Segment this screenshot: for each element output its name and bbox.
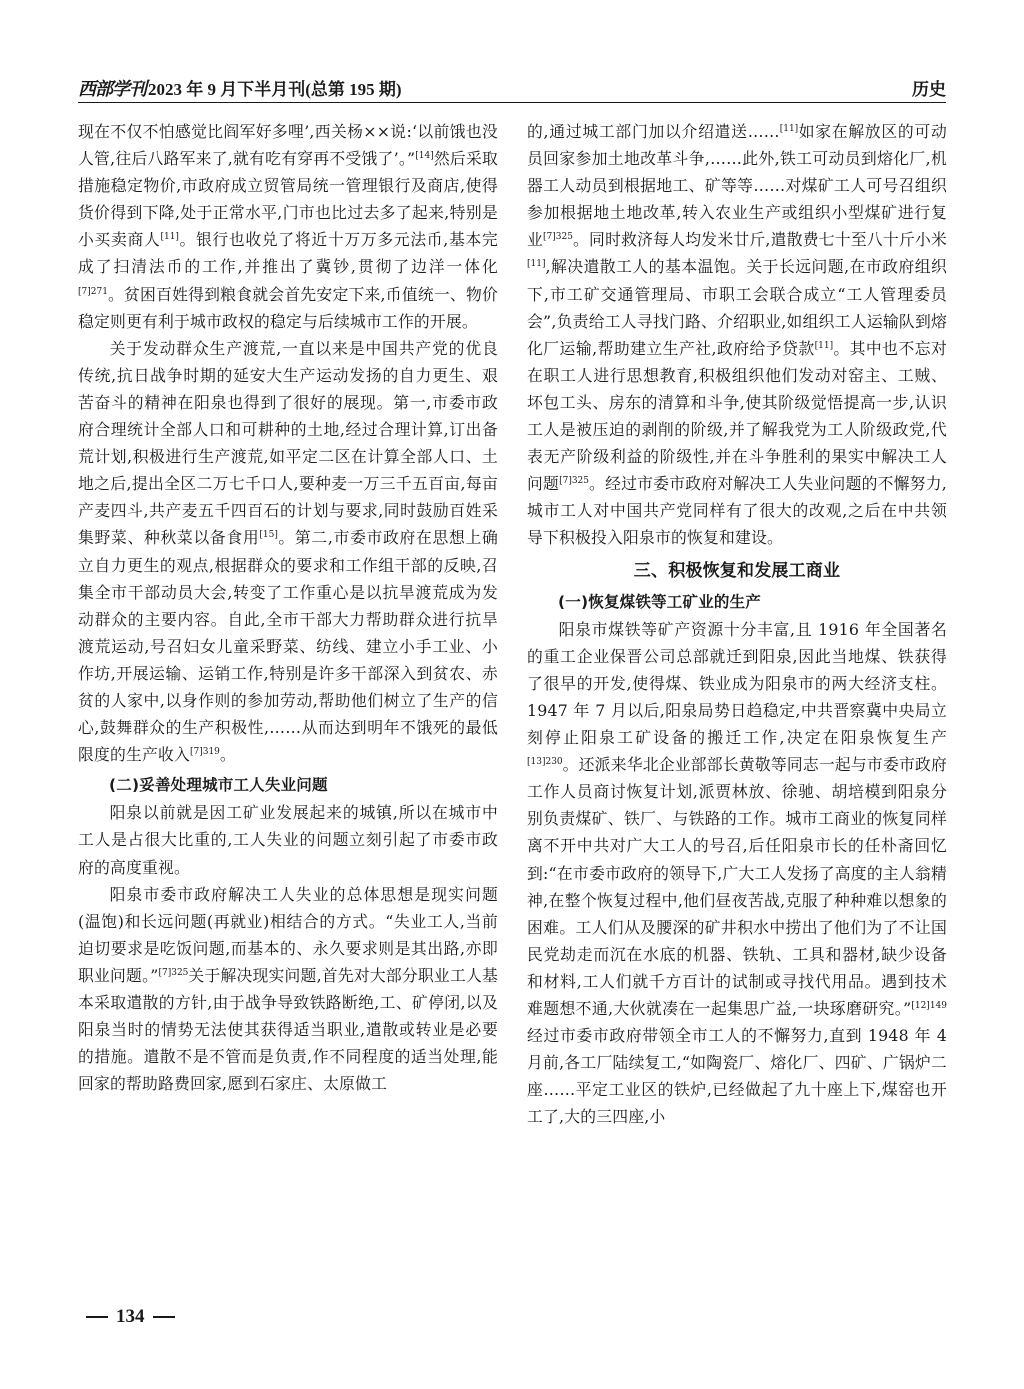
text-run: 关于解决现实问题,首先对大部分职业工人基本采取遣散的方针,由于战争导致铁路断绝,工、矿停闭,以及阳泉当时的情势无法使其获得适当职业,遣散或转业是必要的措施。遣散不是不管而是负责,作不同程度的适当处理,能回家的帮助路费回家,愿到石家庄、太原做工 (78, 965, 498, 1094)
citation-ref: [12]149 (911, 1001, 947, 1011)
paragraph (527, 118, 947, 552)
text-run: 关于发动群众生产渡荒,一直以来是中国共产党的优良传统,抗日战争时期的延安大生产运动发扬的自力更生、艰苦奋斗的精神在阳泉也得到了很好的展现。第一,市委市政府合理统计全部人口和可耕种的土地,经过合理计算,订出备荒计划,积极进行生产渡荒,如平定二区在计算全部人口、土地之后,提出全区二万七千口人,要种麦一万三千五百亩,每亩产麦四斗,共产麦五千四百石的计划与要求,同时鼓励百姓采集野菜、种秋菜以备食用 (78, 338, 498, 548)
citation-ref: [7]325 (559, 476, 590, 487)
journal-title-group (78, 78, 402, 102)
text-run: 阳泉市委市政府解决工人失业的总体思想是现实问题(温饱)和长远问题(再就业)相结合的方式。“失业工人,当前迫切要求是吃饭问题,而基本的、永久要求则是其出路,亦即职业问题。” (78, 884, 498, 985)
text-run: 。贫困百姓得到粮食就会首先安定下来,币值统一、物价稳定则更有利于城市政权的稳定与后续城市工作的开展。 (78, 284, 498, 331)
page-number: 134 (116, 1306, 145, 1327)
text-run: 现在不仅不怕感觉比阎军好多哩’,西关杨××说:‘以前饿也没人管,往后八路军来了,就有吃有穿再不受饿了’。” (78, 122, 498, 169)
text-run: 。还派来华北企业部部长黄敬等同志一起与市委市政府工作人员商讨恢复计划,派贾林放、徐驰、胡培模到阳泉分别负责煤矿、铁厂、与铁路的工作。城市工商业的恢复同样离不开中共对广大工人的号召,后任阳泉市长的任朴斋回忆到:“在市委市政府的领导下,广大工人发扬了高度的主人翁精神,在整个恢复过程中,他们昼夜苦战,克服了种种难以想象的困难。工人们从及腰深的矿井积水中捞出了他们为了不让国民党劫走而沉在水底的机器、铁轨、工具和器材,缺少设备和材料,工人们就千方百计的试制或寻找代用品。遇到技术难题想不通,大伙就凑在一起集思广益,一块琢磨研究。” (527, 755, 947, 1018)
paragraph (527, 616, 947, 1131)
page-footer (78, 1302, 183, 1332)
citation-ref: [11] (160, 232, 179, 243)
paragraph (78, 335, 498, 769)
text-run: 如家在解放区的可动员回家参加土地改革斗争,……此外,铁工可动员到熔化厂,机器工人动员到根据地工、矿等等……对煤矿工人可号召组织参加根据地土地改革,转入农业生产或组织小型煤矿进行复业 (527, 122, 947, 250)
text-run: 然后采取措施稳定物价,市政府成立贸管局统一管理银行及商店,使得货价得到下降,处于正常水平,门市也比过去多了起来,特别是小买卖商人 (78, 149, 498, 250)
text-run: 。经过市委市政府对解决工人失业问题的不懈努力,城市工人对中国共产党同样有了很大的改观,之后在中共领导下积极投入阳泉市的恢复和建设。 (527, 474, 947, 548)
citation-ref: [13]230 (527, 757, 563, 768)
text-run: ,解决遣散工人的基本温饱。关于长远问题,在市政府组织下,市工矿交通管理局、市职工会联合成立“工人管理委员会”,负责给工人寻找门路、介绍职业,如组织工人运输队到熔化厂运输,帮助建立生产社,政府给予贷款 (527, 257, 947, 358)
text-run: 的,通过城工部门加以介绍遣送…… (527, 122, 780, 141)
issue-info: 2023 年 9 月下半月刊(总第 195 期) (148, 80, 402, 99)
citation-ref: [14] (415, 151, 434, 162)
journal-logo: 西部学刊 (78, 79, 146, 100)
subsection-heading: (二)妥善处理城市工人失业问题 (109, 776, 328, 795)
text-run: 。其中也不忘对在职工人进行思想教育,积极组织他们发动对窑主、工贼、坏包工头、房东的清算和斗争,使其阶级觉悟提高一步,认识工人是被压迫的剥削的阶级,并了解我党为工人阶级政党,代表无产阶级利益的阶级性,并在斗争胜利的果实中解决工人问题 (527, 338, 947, 494)
citation-ref: [11] (814, 340, 834, 351)
paragraph (78, 881, 498, 1098)
section-heading: 三、积极恢复和发展工商业 (633, 560, 841, 581)
text-run: 经过市委市政府带领全市工人的不懈努力,直到 1948 年 4 月前,各工厂陆续复工,“如陶瓷厂、熔化厂、四矿、广锅炉二座……平定工业区的铁炉,已经做起了九十座上下,煤窑也开工了,大的三四座,小 (527, 1026, 947, 1127)
subsection-heading: (一)恢复煤铁等工矿业的生产 (558, 592, 761, 611)
paragraph (78, 799, 498, 880)
footer-dash-right (153, 1316, 175, 1318)
citation-ref: [15] (259, 530, 278, 541)
text-run: 。同时救济每人均发米廿斤,遣散费七十至八十斤小米 (572, 230, 947, 250)
citation-ref: [7]271 (78, 286, 108, 297)
section-label: 历史 (912, 80, 946, 100)
text-run: 。 (219, 745, 236, 765)
text-run: 。第二,市委市政府在思想上确立自力更生的观点,根据群众的要求和工作组干部的反映,召集全市干部动员大会,转变了工作重心是以抗旱渡荒成为发动群众的主要内容。自此,全市干部大力帮助群众进行抗旱渡荒运动,号召妇女儿童采野菜、纺线、建立小手工业、小作坊,开展运输、运销工作,特别是许多干部深入到贫农、赤贫的人家中,以身作则的参加劳动,帮助他们树立了生产的信心,鼓舞群众的生产积极性,……从而达到明年不饿死的最低限度的生产收入 (78, 528, 498, 765)
text-run: 。银行也收兑了将近十万万多元法币,基本完成了扫清法币的工作,并推出了冀钞,贯彻了边洋一体化 (78, 230, 498, 277)
footer-dash-left (86, 1316, 108, 1318)
citation-ref: [7]319 (189, 747, 220, 758)
left-column (78, 118, 498, 1308)
citation-ref: [7]325 (158, 967, 189, 978)
citation-ref: [11] (779, 124, 799, 134)
text-run: 阳泉市煤铁等矿产资源十分丰富,且 1916 年全国著名的重工企业保晋公司总部就迁到阳泉,因此当地煤、铁获得了很早的开发,使得煤、铁业成为阳泉市的两大经济支柱。1947 年 7 月以后,阳泉局势日趋稳定,中共晋察冀中央局立刻停止阳泉工矿设备的搬迁工作,决定在阳泉恢复生产 (527, 619, 947, 748)
paragraph (78, 118, 498, 335)
right-column (527, 118, 947, 1308)
citation-ref: [7]325 (543, 232, 573, 243)
citation-ref: [11] (527, 259, 546, 270)
page-header (78, 72, 946, 103)
text-run: 阳泉以前就是因工矿业发展起来的城镇,所以在城市中工人是占很大比重的,工人失业的问题立刻引起了市委市政府的高度重视。 (78, 803, 498, 877)
